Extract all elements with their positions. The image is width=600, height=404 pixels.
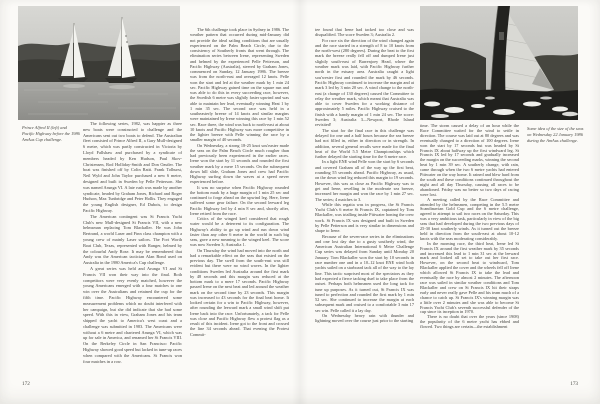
paragraph: Because of the seven-race series in the eliminations and one lost day due to a gusty southerly wind, the American Australian International 6 Metre Challenge Cup series was delayed from Sunday until Monday 20 January. Tom Blackaller won the start by 10 seconds in race number one and in a 10–12 knot ENE wind both yachts sailed on a starboard tack all of the way to the lay line. This tactic surprised most of the spectators as they had expected a fierce tacking duel to take place from the outset. Perhaps both helmsmen used the long tack for tune up purposes. As it turned out, St Francis IX was tuned to perfection and rounded the first mark by 1 min 52 sec. She continued to increase the margin at each subsequent mark and cruised to a comfortable 3 min 17 sec win. Pelle called it a lay day.: [315, 233, 414, 313]
photo-caption-left: Prince Alfred II (left) and Pacific Highway before the 1986 AmAus Cup challenge.: [22, 125, 80, 143]
sailboats-photo-illustration: [18, 6, 180, 120]
photo-rough-seas: [420, 6, 578, 120]
right-page: [300, 0, 600, 404]
photo-two-yachts: [18, 6, 180, 120]
paragraph: While this regatta was in progress, the St Francis Yacht Club's 6 metre St Francis IX, captained by Tom Blackaller, was trialling inside Pittwater honing the crew work. St Francis IX was designed and built in Sweden by Pelle Petterson and is very similar in dimensions and shape to Irene.: [315, 201, 414, 234]
paragraph: On Wednesday, a strong 18-25 knot sou'easter made the seas on the Palm Beach Circle much rougher than had previously been experienced in the earlier races. Irene won the start by 11 seconds and rounded the first weather mark by a mere 15 seconds. On the subsequent down hill slide, Graham Jones and crew had Pacific Highway surfing down the waves at a speed never experienced before.: [190, 142, 289, 185]
paragraph: There is no doubt that over the years (since 1908) the popularity of the 6 metre yacht has ebbed and flowed. Two things are certain—the establishment: [420, 314, 519, 330]
paragraph: tee found that Irene had tacked too close and was disqualified. The score Sweden 3; Australia 2.: [315, 27, 414, 38]
photo-caption-right: Some idea of the size of the seas on Wednesday 22 January 1986 during the AmAus challenge.: [527, 126, 584, 144]
paragraph: The following series, 1982, was happier as three new boats were constructed to challenge and the Americans sent out two boats to defend. The Australian fleet consisted of Prince Alfred II, a Gary Mull-designed 6 metre, which was partly constructed in Victoria by Lloyd Fallshaw and purchased by a syndicate of members headed by Ken Hudson, Paul Skov-Christensen, Rod Holliday-Smith and Don Oastler. The boat was finished off by Colin Ratti. Frank Tolhurst, Neil Wyld and John Taylor purchased a new 6 metre, designed and built in Sweden by Pelle Petterson. She was named Arunga VI. A late rush was made by another syndicate, headed by Graham Jones, Richard and Roger Hudson, Max Tunbridge and Peter Hollis. They engaged the young English designer, Ed Dubois, to design Pacific Highway.: [83, 121, 182, 213]
paragraph: The American contingent was St Francis Yacht Club's new Mull-designed St Francis VII, with a new helmsman replacing Tom Blackaller. He was John Bertrand, a world Laser and Finn class champion with a young crew of mainly Laser sailors. The Fort Worth Boat Club, Texas, represented with Ranger, helmed by the colourful Andy Rose. It may be remembered that Andy was the American tactician Alan Bond used on Australia in the 1980 America's Cup challenge.: [83, 213, 182, 266]
storm-sailing-photo-illustration: [420, 6, 578, 120]
right-page-column-1: [315, 27, 414, 380]
paragraph: For race six the direction of the wind changed again and the race started in a strength of 8 to 10 knots from the north-west (280 degrees). During the beat to the first mark the breeze really fell off and dumped Irene just slightly south-east of Barrenjoey Head, where the weather mark was laid, with Pacific Highway further north in the estuary area. Australia caught a light sou'wester first and rounded the mark by 46 seconds. Pacific Highway continued to increase the margin and at mark 3 led by 3 min 20 sec. A wind change to the north-east (a change of 130 degrees) caused the Committee to relay the weather mark, which meant that Australia was able to cover Sweden for a working distance of approximately 5 miles. Pacific Highway cruised to the finish with a handy margin of 1 min 24 sec. The score: Sweden 3; Australia 3—Newport, Rhode Island revisited!: [315, 37, 414, 128]
paragraph: A meeting called by the Race Committee and attended by the helmsmen, competing in the 5.5 metre Scandinavian Gold Cup and the 6 metre challenge, agreed to attempt to sail two races on the Saturday. This was a very ambitious task, particularly in view of the big seas that had developed during the two previous days of 25-30 knot southerly winds. As it turned out the breeze held in direction from the south-east at about 10-12 knots with the seas moderating considerably.: [420, 196, 519, 241]
paragraph: Critics of the winged keel considered that rough water would be a deterrent to its configuration. The Highway's ability to go up wind and run down wind faster than any other 6 metre in the world in such big seas, gave a new meaning to the winged keel. The score was now Sweden 3; Australia 1.: [190, 216, 289, 248]
page-number-right: 173: [570, 381, 578, 387]
paragraph: On Thursday the wind had moved into the north and had a remarkable effect on the seas that existed on the previous day. The swell from the south-east was still evident but there were no wind waves. In the lighter conditions Sweden led Australia around the first mark by 48 seconds and this margin was reduced at the bottom mark to a mere 17 seconds. Pacific Highway passed Irene on the next beat and led around the weather mark on the second time by 23 seconds. This margin was increased to 43 seconds for the final beat home. It looked certain for a win to Pacific Highway, however, after rounding the leeward mark a small wind shift put Irene back into the race. Unfortunately, a tack for Pelle was close and Pacific Highway flew a protest flag as a result of this incident. Irene got to the front and crossed the line 34 seconds ahead. That evening the Protest Commit-: [190, 247, 289, 337]
paragraph: In the morning race, the third heat, Irene led St Francis IX around the first weather mark by 35 seconds and increased this lead to 1 min 31 sec at the leeward mark and looked all set to take out her first race. However, on the second beat to windward, Tom Blackaller applied the cover and the wheels fell off Irene which allowed St Francis IX to take the lead and eventually the race by almost 2 minutes. The afternoon race was sailed in similar weather conditions and Tom Blackaller and crew on St Francis IX hit their straps early and never really gave Pelle and his team much of a chance to catch up. St Francis IX's winning margin was a little over 2 minutes and she was able to become St Francis Yacht Club's seventh successful defender of the cup since its inception in 1970.: [420, 240, 519, 315]
page-gutter-shadow: [292, 0, 308, 404]
paragraph: It was no surprise when Pacific Highway rounded the bottom mark by a huge margin of 1 min 25 sec and continued to forge ahead on the upwind leg. Here, Irene suffered some gear failure. On the second leeward leg Pacific Highway led by 4 min 8 sec and, shortly after, Irene retired from the race.: [190, 184, 289, 216]
left-page-column-1: [83, 121, 182, 379]
page-number-left: 172: [22, 381, 30, 387]
left-page-column-2: [190, 27, 289, 380]
right-page-column-2: [420, 124, 519, 380]
paragraph: The start for the final race in this challenge was delayed for one and a half hours because the sea breeze had not filled in, either in direction or in strength. In addition, several general recalls were made for the final heat of the World 5.5 Metre Championships which further delayed the starting time for the 6 metre race.: [315, 127, 414, 160]
paragraph: In a light ENE wind Pelle won the start by 6 seconds and covered Graham all of the way up the first beat, rounding 55 seconds ahead. Pacific Highway, as usual, on the down wind leg reduced this margin to 19 seconds. However, this was as close as Pacific Highway was to get and Irene, revelling in the moderate sea breeze, increased her margin and won the race by 1 min 27 sec. The series; 4 matches to 3.: [315, 159, 414, 202]
paragraph: The 6th challenge took place in Sydney in 1986. The weather pattern that occurred during mid-January did not provide the ideal sailing conditions that are usually experienced on the Palm Beach Circle, due to the consistency of Southerly fronts that went through. The elimination series between Irene, representing Sweden and helmed by the experienced Pelle Petterson, and Pacific Highway (Australia), steered by Graham Jones, commenced on Sunday, 12 January 1986. The breeze was from the north-east and averaged 12 knots. Pelle won the start and led at the weather mark by 1 min 24 sec. Pacific Highway gained time on the square run and was able to do this in every succeeding race, however, the Swedish 6 metre was slightly faster upwind and was able to maintain her lead, eventually winning Heat 1 by 1 min 35 sec. The second race was held in a southeasterly breeze of 14 knots and similar margins were maintained by Irene winning this race by 1 min 52 sec. Race three, the wind was back to north-east at about 10 knots and Pacific Highway was more competitive in the lighter breeze with Pelle winning the race by a smaller margin of 40 seconds.: [190, 27, 289, 143]
paragraph: On Wednesday heavy rain with thunder and lightning moved over the course just prior to the starting: [315, 313, 414, 324]
paragraph: A great series was held and Arunga VI and St Francis VII won their way into the final. Both competitors were very evenly matched, however the young Americans emerged with a four matches to one win over the Australians and retained the cup for the fifth time. Pacific Highway encountered some measurement problems which no doubt interfered with her campaign, but she did indicate that she had some speed. With this in view, Graham Jones and his team shipped the yacht to America's west coast and a challenge was submitted in 1983. The Americans were without a 6 metre and chartered Arunga VI, which was up for sale in America, and renamed her St Francis VIII. On the Berkeley Circle in San Francisco Pacific Highway showed good speed but lacked in tune-up races when compared with the Americans. St Francis won four matches in a row.: [83, 265, 182, 364]
paragraph: time. The storm caused a delay of an hour while the Race Committee waited for the wind to settle in direction. The course was laid out at 80 degrees and was eventually changed to a direction of 100 degrees. Irene won the start by 17 seconds but was headed by St Francis IX about halfway up the first windward leg. St Francis IX led by 17 seconds and gradually increased the margin on the succeeding marks, winning the second heat by 1 min 39 sec. A southerly change, with rain, came through when the two 6 metre yachts had entered Pittwater on the way home. It rained and blew hard from the south and these conditions continued throughout the night and all day Thursday, causing all races to be abandoned. Friday was no better so two days of racing were lost.: [420, 124, 519, 197]
